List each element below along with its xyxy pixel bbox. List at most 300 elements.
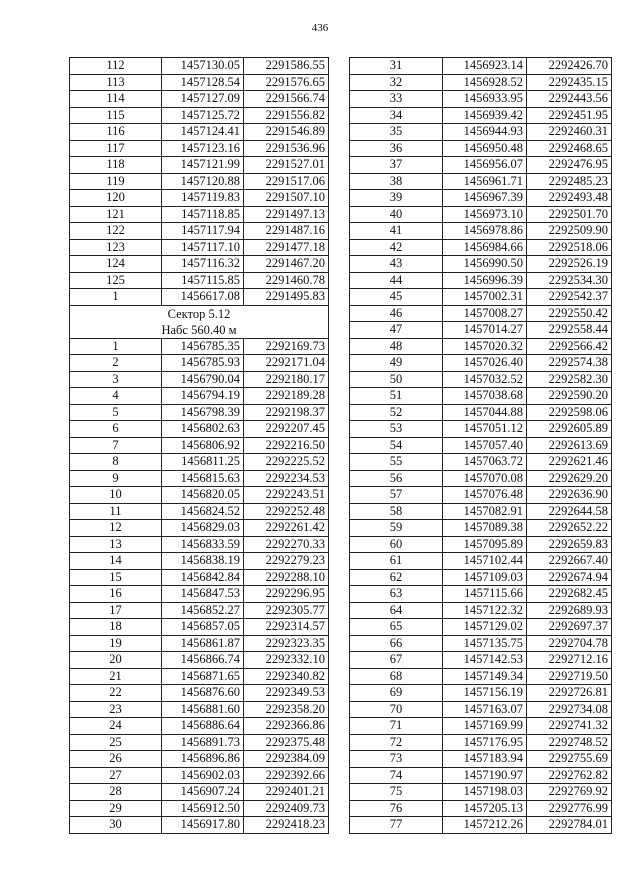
point-number: 29	[70, 800, 162, 817]
table-row	[350, 421, 612, 438]
x-coordinate: 1457163.07	[443, 701, 527, 718]
table-row	[70, 520, 329, 537]
point-number: 40	[350, 206, 443, 223]
x-coordinate: 1456939.42	[443, 107, 527, 124]
x-coordinate: 1456829.03	[162, 520, 244, 537]
x-coordinate: 1456852.27	[162, 602, 244, 619]
y-coordinate: 2292234.53	[244, 470, 329, 487]
point-number: 32	[350, 74, 443, 91]
y-coordinate: 2292305.77	[244, 602, 329, 619]
y-coordinate: 2291487.16	[244, 223, 329, 240]
point-number: 7	[70, 437, 162, 454]
y-coordinate: 2291527.01	[244, 157, 329, 174]
table-row	[350, 74, 612, 91]
table-row	[70, 784, 329, 801]
y-coordinate: 2292401.21	[244, 784, 329, 801]
y-coordinate: 2292518.06	[527, 239, 612, 256]
x-coordinate: 1457002.31	[443, 289, 527, 306]
y-coordinate: 2292755.69	[527, 751, 612, 768]
x-coordinate: 1457205.13	[443, 800, 527, 817]
x-coordinate: 1457020.32	[443, 338, 527, 355]
table-row	[70, 190, 329, 207]
point-number: 10	[70, 487, 162, 504]
point-number: 4	[70, 388, 162, 405]
x-coordinate: 1456923.14	[443, 58, 527, 75]
x-coordinate: 1457169.99	[443, 718, 527, 735]
table-row	[350, 817, 612, 834]
x-coordinate: 1456944.93	[443, 124, 527, 141]
point-number: 43	[350, 256, 443, 273]
x-coordinate: 1456820.05	[162, 487, 244, 504]
y-coordinate: 2292526.19	[527, 256, 612, 273]
y-coordinate: 2292644.58	[527, 503, 612, 520]
point-number: 12	[70, 520, 162, 537]
x-coordinate: 1457118.85	[162, 206, 244, 223]
y-coordinate: 2292776.99	[527, 800, 612, 817]
table-row	[350, 487, 612, 504]
x-coordinate: 1456847.53	[162, 586, 244, 603]
x-coordinate: 1456886.64	[162, 718, 244, 735]
table-row	[70, 454, 329, 471]
table-row	[350, 107, 612, 124]
point-number: 54	[350, 437, 443, 454]
table-row	[70, 223, 329, 240]
table-row	[70, 388, 329, 405]
point-number: 71	[350, 718, 443, 735]
point-number: 118	[70, 157, 162, 174]
y-coordinate: 2292296.95	[244, 586, 329, 603]
y-coordinate: 2292550.42	[527, 305, 612, 322]
point-number: 24	[70, 718, 162, 735]
point-number: 64	[350, 602, 443, 619]
x-coordinate: 1457116.32	[162, 256, 244, 273]
table-row	[70, 668, 329, 685]
x-coordinate: 1456950.48	[443, 140, 527, 157]
table-row	[70, 107, 329, 124]
y-coordinate: 2292349.53	[244, 685, 329, 702]
table-row	[70, 421, 329, 438]
x-coordinate: 1456990.50	[443, 256, 527, 273]
x-coordinate: 1457115.85	[162, 272, 244, 289]
point-number: 18	[70, 619, 162, 636]
point-number: 26	[70, 751, 162, 768]
y-coordinate: 2292652.22	[527, 520, 612, 537]
table-row	[70, 553, 329, 570]
point-number: 49	[350, 355, 443, 372]
x-coordinate: 1457089.38	[443, 520, 527, 537]
y-coordinate: 2292726.81	[527, 685, 612, 702]
y-coordinate: 2292460.31	[527, 124, 612, 141]
point-number: 124	[70, 256, 162, 273]
y-coordinate: 2292198.37	[244, 404, 329, 421]
x-coordinate: 1457122.32	[443, 602, 527, 619]
table-row	[70, 140, 329, 157]
table-row	[350, 305, 612, 322]
point-number: 74	[350, 767, 443, 784]
x-coordinate: 1457198.03	[443, 784, 527, 801]
y-coordinate: 2292485.23	[527, 173, 612, 190]
table-row	[350, 58, 612, 75]
x-coordinate: 1457127.09	[162, 91, 244, 108]
point-number: 37	[350, 157, 443, 174]
x-coordinate: 1457038.68	[443, 388, 527, 405]
x-coordinate: 1457130.05	[162, 58, 244, 75]
y-coordinate: 2292629.20	[527, 470, 612, 487]
y-coordinate: 2292582.30	[527, 371, 612, 388]
y-coordinate: 2291536.96	[244, 140, 329, 157]
point-number: 9	[70, 470, 162, 487]
table-row	[70, 635, 329, 652]
table-row	[70, 718, 329, 735]
sector-title: Сектор 5.12	[167, 306, 231, 321]
table-row	[70, 239, 329, 256]
x-coordinate: 1457115.66	[443, 586, 527, 603]
x-coordinate: 1456842.84	[162, 569, 244, 586]
table-row	[70, 503, 329, 520]
x-coordinate: 1457032.52	[443, 371, 527, 388]
y-coordinate: 2292323.35	[244, 635, 329, 652]
y-coordinate: 2292784.01	[527, 817, 612, 834]
y-coordinate: 2292207.45	[244, 421, 329, 438]
x-coordinate: 1456824.52	[162, 503, 244, 520]
point-number: 14	[70, 553, 162, 570]
y-coordinate: 2291566.74	[244, 91, 329, 108]
y-coordinate: 2292288.10	[244, 569, 329, 586]
table-row	[350, 767, 612, 784]
y-coordinate: 2292314.57	[244, 619, 329, 636]
table-row	[350, 586, 612, 603]
sector-header-row	[70, 305, 329, 338]
point-number: 15	[70, 569, 162, 586]
point-number: 1	[70, 289, 162, 306]
y-coordinate: 2292741.32	[527, 718, 612, 735]
x-coordinate: 1457156.19	[443, 685, 527, 702]
point-number: 50	[350, 371, 443, 388]
y-coordinate: 2292667.40	[527, 553, 612, 570]
table-row	[70, 338, 329, 355]
y-coordinate: 2292566.42	[527, 338, 612, 355]
y-coordinate: 2292534.30	[527, 272, 612, 289]
sector-height: Набс 560.40 м	[161, 322, 237, 337]
table-row	[350, 553, 612, 570]
y-coordinate: 2292493.48	[527, 190, 612, 207]
x-coordinate: 1457051.12	[443, 421, 527, 438]
y-coordinate: 2292682.45	[527, 586, 612, 603]
point-number: 121	[70, 206, 162, 223]
point-number: 23	[70, 701, 162, 718]
x-coordinate: 1457095.89	[443, 536, 527, 553]
x-coordinate: 1457044.88	[443, 404, 527, 421]
x-coordinate: 1457212.26	[443, 817, 527, 834]
table-row	[70, 91, 329, 108]
point-number: 117	[70, 140, 162, 157]
point-number: 57	[350, 487, 443, 504]
point-number: 28	[70, 784, 162, 801]
point-number: 119	[70, 173, 162, 190]
point-number: 5	[70, 404, 162, 421]
point-number: 8	[70, 454, 162, 471]
point-number: 77	[350, 817, 443, 834]
y-coordinate: 2292574.38	[527, 355, 612, 372]
y-coordinate: 2292605.89	[527, 421, 612, 438]
point-number: 68	[350, 668, 443, 685]
point-number: 34	[350, 107, 443, 124]
table-row	[350, 437, 612, 454]
y-coordinate: 2292409.73	[244, 800, 329, 817]
table-row	[70, 173, 329, 190]
x-coordinate: 1457082.91	[443, 503, 527, 520]
table-row	[350, 355, 612, 372]
point-number: 22	[70, 685, 162, 702]
point-number: 44	[350, 272, 443, 289]
table-row	[350, 404, 612, 421]
x-coordinate: 1457109.03	[443, 569, 527, 586]
point-number: 66	[350, 635, 443, 652]
x-coordinate: 1457149.34	[443, 668, 527, 685]
point-number: 125	[70, 272, 162, 289]
table-row	[350, 173, 612, 190]
table-row	[70, 272, 329, 289]
y-coordinate: 2291517.06	[244, 173, 329, 190]
x-coordinate: 1457135.75	[443, 635, 527, 652]
table-row	[70, 767, 329, 784]
y-coordinate: 2292501.70	[527, 206, 612, 223]
x-coordinate: 1457119.83	[162, 190, 244, 207]
table-row	[350, 256, 612, 273]
point-number: 31	[350, 58, 443, 75]
y-coordinate: 2292636.90	[527, 487, 612, 504]
y-coordinate: 2292712.16	[527, 652, 612, 669]
y-coordinate: 2291507.10	[244, 190, 329, 207]
x-coordinate: 1457142.53	[443, 652, 527, 669]
x-coordinate: 1456811.25	[162, 454, 244, 471]
table-row	[70, 289, 329, 306]
point-number: 72	[350, 734, 443, 751]
x-coordinate: 1457063.72	[443, 454, 527, 471]
x-coordinate: 1457129.02	[443, 619, 527, 636]
x-coordinate: 1456891.73	[162, 734, 244, 751]
x-coordinate: 1456866.74	[162, 652, 244, 669]
table-row	[350, 223, 612, 240]
y-coordinate: 2292392.66	[244, 767, 329, 784]
point-number: 73	[350, 751, 443, 768]
point-number: 41	[350, 223, 443, 240]
table-row	[350, 91, 612, 108]
coordinates-table-right	[349, 57, 612, 834]
table-row	[70, 404, 329, 421]
table-row	[70, 371, 329, 388]
y-coordinate: 2292358.20	[244, 701, 329, 718]
point-number: 1	[70, 338, 162, 355]
y-coordinate: 2292748.52	[527, 734, 612, 751]
table-row	[350, 190, 612, 207]
table-row	[70, 470, 329, 487]
x-coordinate: 1457102.44	[443, 553, 527, 570]
y-coordinate: 2292542.37	[527, 289, 612, 306]
table-row	[350, 569, 612, 586]
point-number: 21	[70, 668, 162, 685]
y-coordinate: 2292169.73	[244, 338, 329, 355]
x-coordinate: 1457014.27	[443, 322, 527, 339]
x-coordinate: 1456928.52	[443, 74, 527, 91]
x-coordinate: 1456917.80	[162, 817, 244, 834]
y-coordinate: 2291460.78	[244, 272, 329, 289]
table-row	[350, 520, 612, 537]
y-coordinate: 2291586.55	[244, 58, 329, 75]
point-number: 53	[350, 421, 443, 438]
table-row	[70, 487, 329, 504]
table-row	[70, 355, 329, 372]
table-row	[350, 289, 612, 306]
table-row	[350, 668, 612, 685]
table-row	[350, 800, 612, 817]
page-number: 436	[311, 22, 329, 34]
x-coordinate: 1456785.35	[162, 338, 244, 355]
y-coordinate: 2292704.78	[527, 635, 612, 652]
table-row	[70, 569, 329, 586]
point-number: 67	[350, 652, 443, 669]
y-coordinate: 2292189.28	[244, 388, 329, 405]
point-number: 51	[350, 388, 443, 405]
point-number: 114	[70, 91, 162, 108]
x-coordinate: 1456798.39	[162, 404, 244, 421]
x-coordinate: 1457117.94	[162, 223, 244, 240]
x-coordinate: 1456967.39	[443, 190, 527, 207]
table-row	[70, 536, 329, 553]
x-coordinate: 1457123.16	[162, 140, 244, 157]
y-coordinate: 2292435.15	[527, 74, 612, 91]
y-coordinate: 2292418.23	[244, 817, 329, 834]
table-row	[70, 58, 329, 75]
y-coordinate: 2292180.17	[244, 371, 329, 388]
point-number: 47	[350, 322, 443, 339]
x-coordinate: 1456785.93	[162, 355, 244, 372]
y-coordinate: 2292171.04	[244, 355, 329, 372]
x-coordinate: 1456961.71	[443, 173, 527, 190]
table-row	[350, 322, 612, 339]
y-coordinate: 2292332.10	[244, 652, 329, 669]
table-row	[70, 817, 329, 834]
x-coordinate: 1456956.07	[443, 157, 527, 174]
y-coordinate: 2292476.95	[527, 157, 612, 174]
point-number: 11	[70, 503, 162, 520]
x-coordinate: 1456806.92	[162, 437, 244, 454]
x-coordinate: 1457117.10	[162, 239, 244, 256]
x-coordinate: 1456876.60	[162, 685, 244, 702]
table-row	[350, 784, 612, 801]
point-number: 70	[350, 701, 443, 718]
x-coordinate: 1456902.03	[162, 767, 244, 784]
point-number: 56	[350, 470, 443, 487]
point-number: 60	[350, 536, 443, 553]
x-coordinate: 1456996.39	[443, 272, 527, 289]
x-coordinate: 1456871.65	[162, 668, 244, 685]
y-coordinate: 2292252.48	[244, 503, 329, 520]
table-row	[350, 652, 612, 669]
point-number: 116	[70, 124, 162, 141]
y-coordinate: 2292719.50	[527, 668, 612, 685]
point-number: 46	[350, 305, 443, 322]
table-row	[350, 338, 612, 355]
table-row	[70, 685, 329, 702]
x-coordinate: 1457076.48	[443, 487, 527, 504]
point-number: 69	[350, 685, 443, 702]
coordinates-table-left	[69, 57, 329, 834]
table-row	[350, 272, 612, 289]
table-row	[70, 734, 329, 751]
point-number: 122	[70, 223, 162, 240]
sector-header	[70, 305, 329, 338]
point-number: 123	[70, 239, 162, 256]
y-coordinate: 2292734.08	[527, 701, 612, 718]
table-row	[350, 734, 612, 751]
point-number: 63	[350, 586, 443, 603]
x-coordinate: 1456896.86	[162, 751, 244, 768]
x-coordinate: 1456617.08	[162, 289, 244, 306]
point-number: 48	[350, 338, 443, 355]
y-coordinate: 2292375.48	[244, 734, 329, 751]
table-row	[350, 140, 612, 157]
x-coordinate: 1456984.66	[443, 239, 527, 256]
y-coordinate: 2292769.92	[527, 784, 612, 801]
point-number: 55	[350, 454, 443, 471]
point-number: 33	[350, 91, 443, 108]
x-coordinate: 1456815.63	[162, 470, 244, 487]
y-coordinate: 2291556.82	[244, 107, 329, 124]
table-row	[70, 157, 329, 174]
x-coordinate: 1457125.72	[162, 107, 244, 124]
y-coordinate: 2292659.83	[527, 536, 612, 553]
point-number: 19	[70, 635, 162, 652]
table-row	[350, 454, 612, 471]
y-coordinate: 2292697.37	[527, 619, 612, 636]
point-number: 20	[70, 652, 162, 669]
x-coordinate: 1457070.08	[443, 470, 527, 487]
table-row	[70, 751, 329, 768]
point-number: 59	[350, 520, 443, 537]
point-number: 35	[350, 124, 443, 141]
x-coordinate: 1456857.05	[162, 619, 244, 636]
x-coordinate: 1456794.19	[162, 388, 244, 405]
point-number: 27	[70, 767, 162, 784]
point-number: 13	[70, 536, 162, 553]
table-row	[350, 503, 612, 520]
y-coordinate: 2292426.70	[527, 58, 612, 75]
table-row	[70, 652, 329, 669]
y-coordinate: 2292225.52	[244, 454, 329, 471]
table-row	[70, 586, 329, 603]
table-row	[350, 371, 612, 388]
x-coordinate: 1456802.63	[162, 421, 244, 438]
y-coordinate: 2292443.56	[527, 91, 612, 108]
x-coordinate: 1456861.87	[162, 635, 244, 652]
y-coordinate: 2292384.09	[244, 751, 329, 768]
x-coordinate: 1456978.86	[443, 223, 527, 240]
y-coordinate: 2292270.33	[244, 536, 329, 553]
y-coordinate: 2291495.83	[244, 289, 329, 306]
point-number: 45	[350, 289, 443, 306]
point-number: 6	[70, 421, 162, 438]
y-coordinate: 2292468.65	[527, 140, 612, 157]
table-row	[70, 74, 329, 91]
table-row	[350, 619, 612, 636]
point-number: 120	[70, 190, 162, 207]
table-row	[350, 635, 612, 652]
x-coordinate: 1457183.94	[443, 751, 527, 768]
point-number: 75	[350, 784, 443, 801]
table-row	[350, 206, 612, 223]
point-number: 65	[350, 619, 443, 636]
